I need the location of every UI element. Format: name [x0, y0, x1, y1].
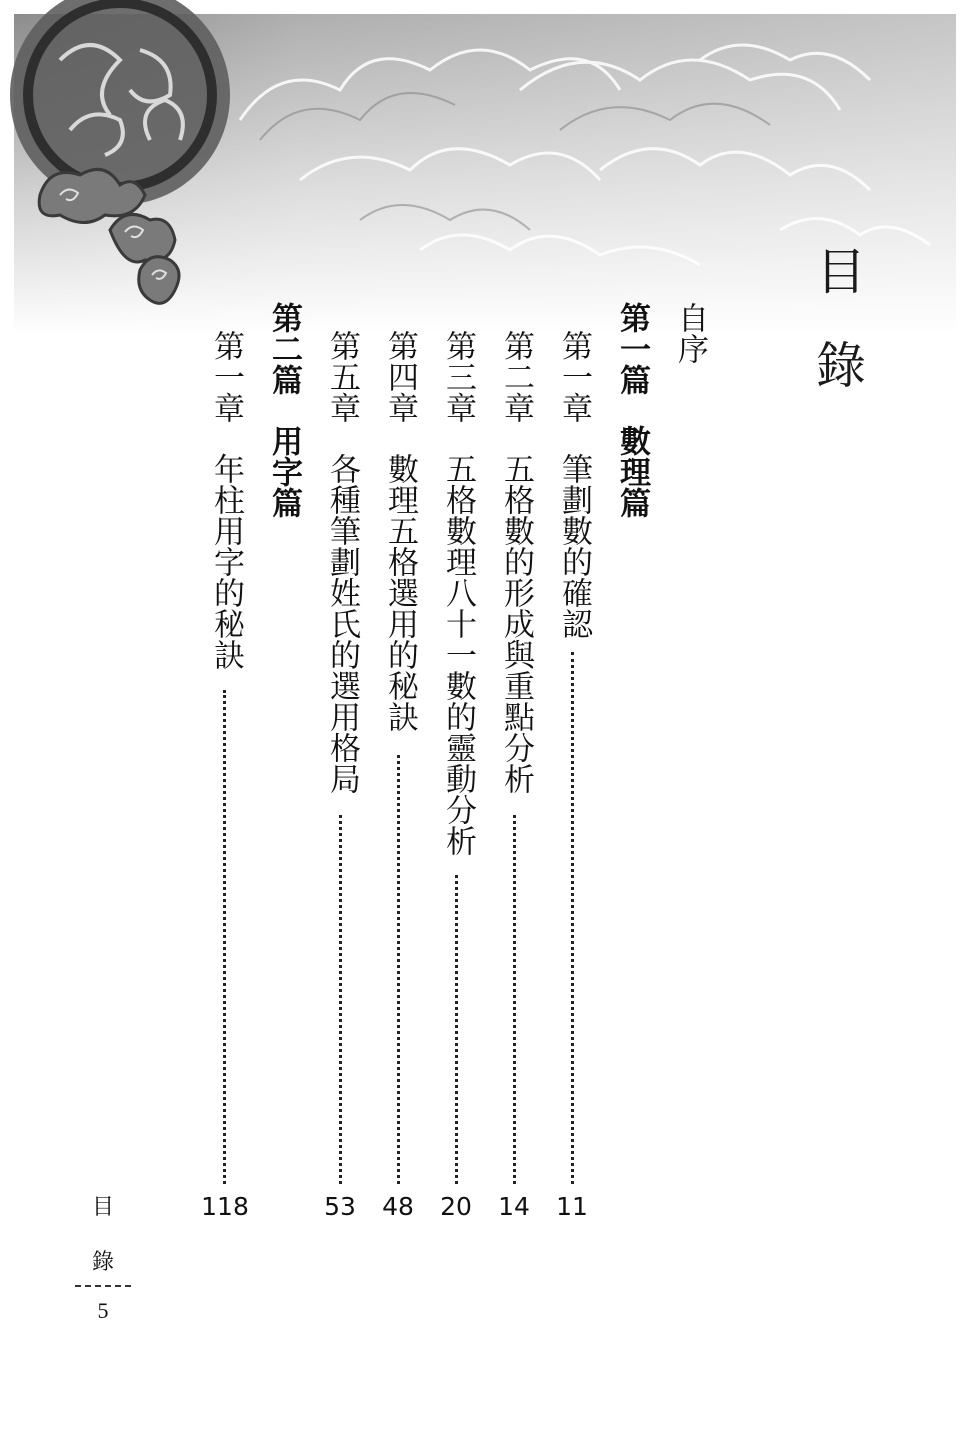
chapter-title: 年柱用字的秘訣: [208, 453, 244, 670]
part-heading: [614, 302, 650, 518]
dot-leader: [223, 690, 226, 1184]
chapter-number: 第一章: [208, 330, 244, 423]
chapter-number: 第二章: [498, 330, 534, 423]
preface-item: 自序: [672, 302, 708, 364]
toc-entry[interactable]: [208, 330, 244, 670]
chapter-number: 第三章: [440, 330, 476, 423]
dot-leader: [339, 815, 342, 1184]
page-title: 目錄: [808, 245, 866, 433]
toc-entry[interactable]: [498, 330, 534, 794]
chapter-title: 數理五格選用的秘訣: [382, 453, 418, 732]
toc-entry[interactable]: [382, 330, 418, 732]
chapter-number: 第五章: [324, 330, 360, 423]
chapter-title: 五格數理八十一數的靈動分析: [440, 453, 476, 856]
part-heading: [266, 302, 302, 518]
footer-section-char: 錄: [91, 1250, 114, 1275]
footer-page-number: 5: [97, 1298, 109, 1323]
part-label: 第一篇: [614, 302, 650, 395]
footer-divider: [75, 1285, 131, 1287]
chapter-title: 各種筆劃姓氏的選用格局: [324, 453, 360, 794]
part-name: 數理篇: [614, 425, 650, 518]
toc-entry[interactable]: [324, 330, 360, 794]
chapter-number: 第四章: [382, 330, 418, 423]
page-number: 118: [201, 1192, 249, 1221]
part-label: 第二篇: [266, 302, 302, 395]
chapter-title: 筆劃數的確認: [556, 453, 592, 639]
part-name: 用字篇: [266, 425, 302, 518]
chapter-title: 五格數的形成與重點分析: [498, 453, 534, 794]
dot-leader: [571, 652, 574, 1184]
dot-leader: [397, 755, 400, 1184]
dot-leader: [455, 875, 458, 1184]
chapter-number: 第一章: [556, 330, 592, 423]
toc-entry[interactable]: [556, 330, 592, 639]
page-number: 53: [324, 1192, 356, 1221]
toc-entry[interactable]: [440, 330, 476, 856]
footer-section-char: 目: [91, 1195, 114, 1220]
dot-leader: [513, 815, 516, 1184]
page-number: 48: [382, 1192, 414, 1221]
page-number: 14: [498, 1192, 530, 1221]
page-number: 20: [440, 1192, 472, 1221]
page-number: 11: [556, 1192, 588, 1221]
